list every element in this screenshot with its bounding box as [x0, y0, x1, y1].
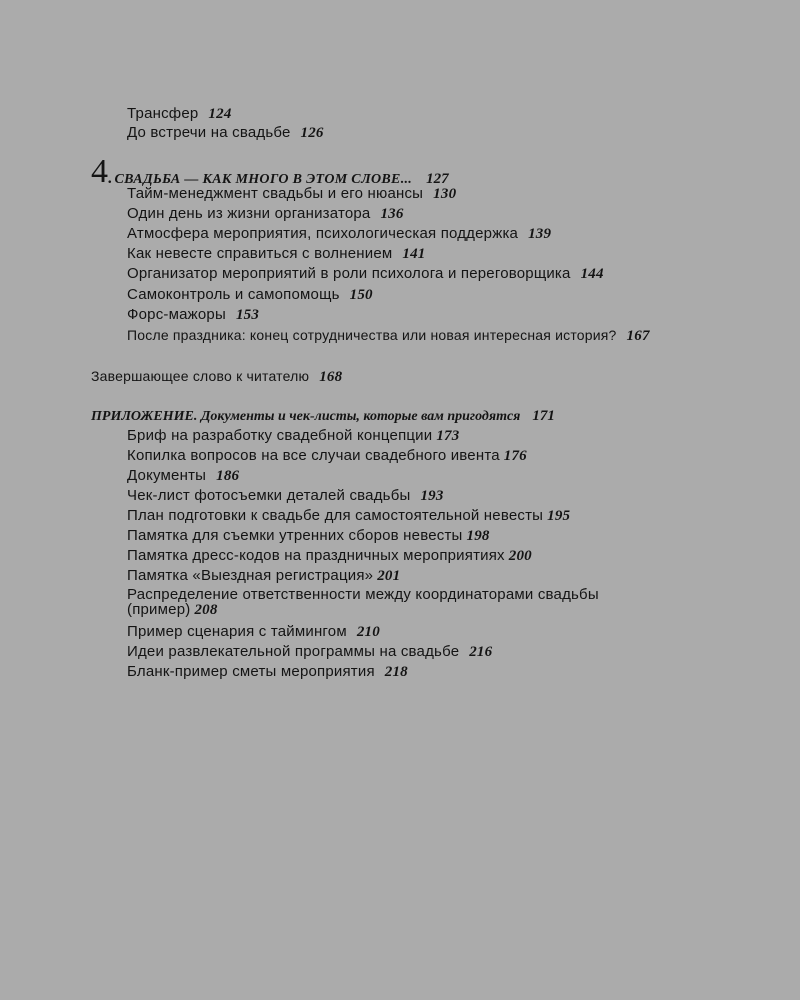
- toc-entry[interactable]: [127, 185, 456, 203]
- toc-entry-closing[interactable]: [91, 367, 342, 386]
- toc-entry-page: 173: [436, 428, 460, 444]
- toc-entry[interactable]: [127, 427, 459, 445]
- toc-entry[interactable]: [127, 507, 570, 525]
- toc-entry-page: 139: [528, 226, 552, 242]
- toc-entry[interactable]: [127, 487, 444, 505]
- appendix-heading[interactable]: [91, 407, 555, 426]
- toc-entry[interactable]: [127, 547, 532, 565]
- toc-entry-page: 150: [349, 287, 373, 303]
- chapter-number: 4: [91, 153, 108, 190]
- toc-entry-title: Памятка дресс-кодов на праздничных мероприятиях: [127, 547, 505, 564]
- toc-entry[interactable]: [127, 567, 400, 585]
- toc-entry-title: Атмосфера мероприятия, психологическая поддержка: [127, 225, 519, 242]
- toc-entry-page: 124: [208, 106, 232, 122]
- appendix-page: 171: [532, 408, 555, 424]
- toc-entry-page: 210: [356, 624, 380, 640]
- toc-entry-title: Бриф на разработку свадебной концепции: [127, 427, 433, 444]
- toc-entry[interactable]: [127, 623, 380, 641]
- toc-entry-title: Памятка «Выездная регистрация»: [127, 567, 374, 584]
- toc-entry-page: 176: [503, 448, 527, 464]
- toc-entry[interactable]: [127, 265, 604, 283]
- toc-entry-title: Трансфер: [127, 105, 199, 122]
- toc-entry-page: 218: [384, 664, 408, 680]
- toc-entry-title: План подготовки к свадьбе для самостоятельной невесты: [127, 507, 544, 524]
- appendix-title: ПРИЛОЖЕНИЕ. Документы и чек-листы, которые вам пригодятся: [91, 409, 521, 424]
- toc-entry[interactable]: [127, 587, 607, 618]
- toc-entry[interactable]: [127, 447, 527, 465]
- toc-entry[interactable]: [127, 205, 404, 223]
- toc-entry-title: После праздника: конец сотрудничества или новая интересная история?: [127, 327, 617, 343]
- toc-entry-title: Документы: [127, 467, 207, 484]
- toc-entry-page: 195: [547, 508, 571, 524]
- toc-entry-page: 126: [300, 125, 324, 141]
- toc-entry-title: Бланк-пример сметы мероприятия: [127, 663, 375, 680]
- toc-entry[interactable]: [127, 306, 259, 324]
- chapter-title: СВАДЬБА — КАК МНОГО В ЭТОМ СЛОВЕ...: [114, 172, 413, 187]
- toc-entry-page: 208: [194, 602, 218, 618]
- toc-entry-title: Копилка вопросов на все случаи свадебного ивента: [127, 447, 500, 464]
- toc-entry-title: Завершающее слово к читателю: [91, 368, 310, 384]
- toc-entry[interactable]: [127, 643, 492, 661]
- toc-entry-title: Организатор мероприятий в роли психолога и переговорщика: [127, 265, 571, 282]
- toc-entry[interactable]: [127, 663, 408, 681]
- toc-entry-page: 167: [626, 328, 650, 344]
- toc-entry-page: 216: [469, 644, 493, 660]
- toc-entry-title: Распределение ответственности между координаторами свадьбы (пример): [127, 586, 599, 618]
- toc-entry[interactable]: [127, 225, 551, 243]
- toc-entry[interactable]: [127, 326, 650, 345]
- toc-entry-page: 186: [216, 468, 240, 484]
- toc-entry-title: Памятка для съемки утренних сборов невесты: [127, 527, 463, 544]
- toc-entry-title: До встречи на свадьбе: [127, 124, 291, 141]
- toc-entry-page: 153: [235, 307, 260, 323]
- toc-entry[interactable]: [127, 286, 373, 304]
- toc-entry-title: Тайм-менеджмент свадьбы и его нюансы: [127, 185, 424, 202]
- toc-entry-title: Один день из жизни организатора: [127, 205, 371, 222]
- toc-entry-page: 193: [420, 488, 444, 504]
- toc-entry-page: 136: [380, 206, 404, 222]
- toc-entry-title: Чек-лист фотосъемки деталей свадьбы: [127, 487, 411, 504]
- toc-entry-title: Идеи развлекательной программы на свадьбе: [127, 643, 460, 660]
- toc-entry-page: 198: [466, 528, 490, 544]
- toc-entry[interactable]: [127, 245, 426, 263]
- chapter-page: 127: [426, 171, 449, 187]
- toc-entry-page: 168: [319, 369, 343, 385]
- toc-entry[interactable]: [127, 105, 232, 123]
- toc-entry-page: 130: [433, 186, 457, 202]
- toc-entry-title: Форс-мажоры: [127, 306, 226, 323]
- toc-entry[interactable]: [127, 527, 490, 545]
- toc-entry[interactable]: [127, 124, 324, 142]
- toc-entry-page: 201: [377, 568, 401, 584]
- toc-entry-page: 141: [402, 246, 426, 262]
- toc-entry-page: 144: [580, 266, 604, 282]
- toc-entry[interactable]: [127, 467, 239, 485]
- toc-entry-title: Пример сценария с таймингом: [127, 623, 347, 640]
- chapter-heading[interactable]: [91, 155, 449, 189]
- toc-entry-page: 200: [508, 548, 532, 564]
- toc-entry-title: Самоконтроль и самопомощь: [127, 286, 340, 303]
- toc-entry-title: Как невесте справиться с волнением: [127, 245, 393, 262]
- chapter-number-dot: .: [107, 163, 113, 188]
